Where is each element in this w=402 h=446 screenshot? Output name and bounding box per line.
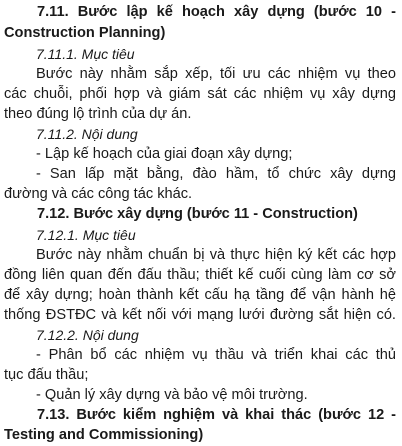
- paragraph-line: theo đúng lộ trình của dự án.: [4, 106, 192, 122]
- subsection-heading-7-11-2: 7.11.2. Nội dung: [36, 126, 138, 142]
- paragraph-line: đồng liên quan đến đấu thầu; thiết kế cuối cùng làm cơ sở: [4, 267, 396, 283]
- section-heading-7-11-cont: Construction Planning): [4, 25, 166, 41]
- subsection-heading-7-12-1: 7.12.1. Mục tiêu: [36, 227, 136, 243]
- bullet-item: - Phân bổ các nhiệm vụ thầu và triển khai các thủ: [36, 347, 396, 363]
- section-heading-7-12: 7.12. Bước xây dựng (bước 11 - Construction): [37, 206, 358, 222]
- paragraph-line: để xây dựng; hoàn thành kết cấu hạ tầng để vận hành hệ: [4, 287, 396, 303]
- bullet-item-cont: đường và các công tác khác.: [4, 186, 193, 202]
- bullet-item-cont: tục đấu thầu;: [4, 367, 89, 383]
- paragraph-line: thống ĐSTĐC và kết nối với mạng lưới đường sắt hiện có.: [4, 307, 396, 323]
- paragraph-line: Bước này nhằm chuẩn bị và thực hiện ký kết các hợp: [36, 247, 396, 263]
- paragraph-line: các chuỗi, phối hợp và giám sát các nhiệm vụ xây dựng: [4, 86, 396, 102]
- section-heading-7-13: 7.13. Bước kiểm nghiệm và khai thác (bước 12 -: [37, 407, 396, 423]
- bullet-item: - Lập kế hoạch của giai đoạn xây dựng;: [36, 146, 293, 162]
- section-heading-7-11: 7.11. Bước lập kế hoạch xây dựng (bước 10 -: [37, 4, 396, 20]
- bullet-item: - San lấp mặt bằng, đào hầm, tổ chức xây dựng: [36, 166, 396, 182]
- bullet-item: - Quản lý xây dựng và bảo vệ môi trường.: [36, 387, 308, 403]
- subsection-heading-7-12-2: 7.12.2. Nội dung: [36, 327, 139, 343]
- subsection-heading-7-11-1: 7.11.1. Mục tiêu: [36, 46, 135, 62]
- paragraph-line: Bước này nhằm sắp xếp, tối ưu các nhiệm vụ theo: [36, 66, 396, 82]
- section-heading-7-13-cont: Testing and Commissioning): [4, 427, 204, 443]
